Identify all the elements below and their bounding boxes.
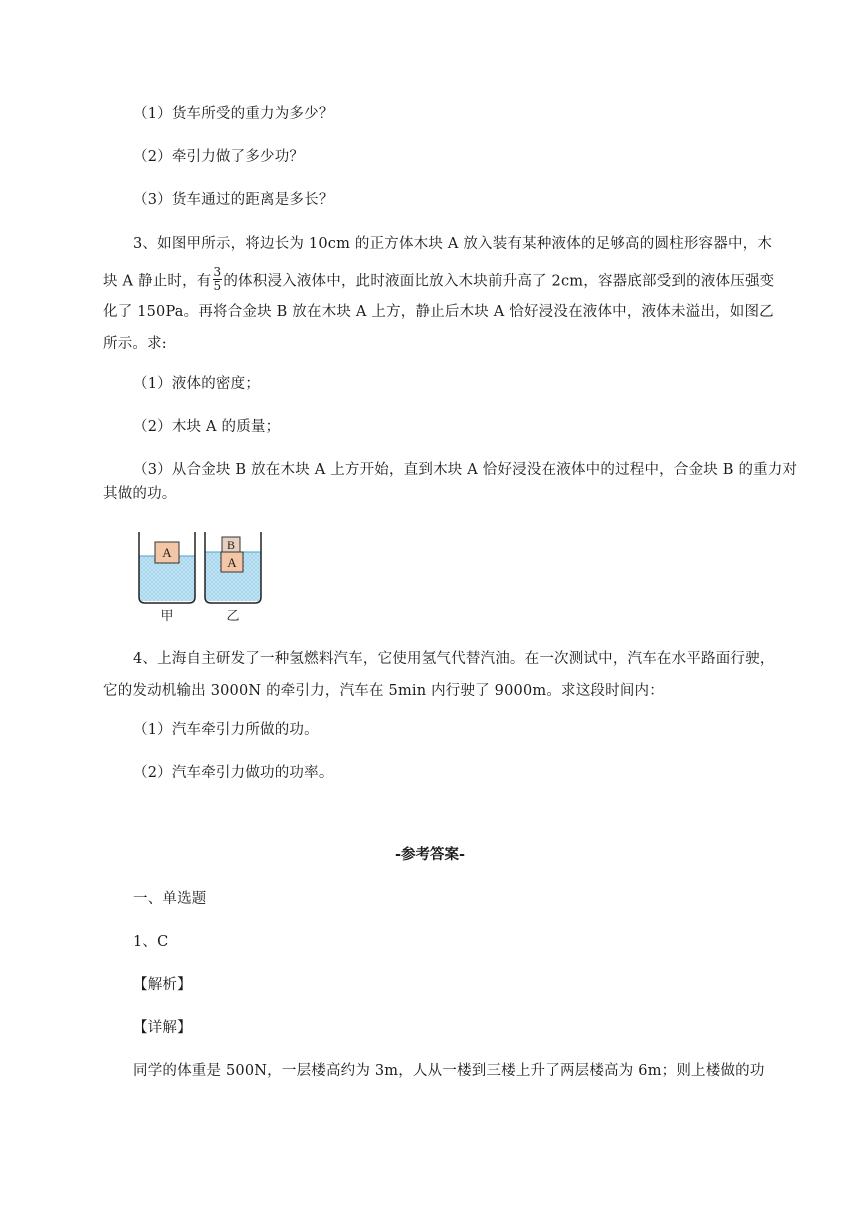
detail-heading: 【详解】 xyxy=(133,1020,192,1036)
container-jia xyxy=(139,532,195,603)
question-3-line-1: 3、如图甲所示，将边长为 10cm 的正方体木块 A 放入装有某种液体的足够高的圆柱形容器中，木 xyxy=(133,236,773,252)
question-3-line-2-end: 的体积浸入液体中，此时液面比放入木块前升高了 2cm，容器底部受到的液体压强变 xyxy=(223,273,775,290)
question-3-line-2 xyxy=(103,265,775,295)
question-3-part-3-line-2: 其做的功。 xyxy=(103,486,177,502)
question-2-part-1: （1）货车所受的重力为多少？ xyxy=(133,106,334,122)
question-3-line-4: 所示。求: xyxy=(103,336,167,352)
label-yi: 乙 xyxy=(226,609,240,624)
question-3-part-2: （2）木块 A 的质量； xyxy=(133,419,281,435)
question-3-part-1: （1）液体的密度； xyxy=(133,376,261,392)
fraction-denominator: 5 xyxy=(213,279,222,293)
question-4-part-2: （2）汽车牵引力做功的功率。 xyxy=(133,765,334,781)
fraction-numerator: 3 xyxy=(213,265,222,279)
block-a-jia-label: A xyxy=(162,545,172,560)
answers-title: -参考答案- xyxy=(394,846,466,863)
question-4-line-2: 它的发动机输出 3000N 的牵引力，汽车在 5min 内行驶了 9000m。求这段时间内： xyxy=(103,683,664,699)
containers-diagram xyxy=(133,527,273,627)
block-a-yi-label: A xyxy=(227,555,237,570)
label-jia: 甲 xyxy=(160,609,174,624)
block-b-yi-label: B xyxy=(226,538,236,552)
question-2-part-3: （3）货车通过的距离是多长？ xyxy=(133,192,334,208)
question-4-line-1: 4、上海自主研发了一种氢燃料汽车，它使用氢气代替汽油。在一次测试中，汽车在水平路面行驶， xyxy=(133,651,775,667)
question-3-part-3-line-1: （3）从合金块 B 放在木块 A 上方开始，直到木块 A 恰好浸没在液体中的过程中，合金块 B 的重力对 xyxy=(133,462,798,478)
question-2-part-2: （2）牵引力做了多少功？ xyxy=(133,149,305,165)
answer-item-1: 1、C xyxy=(133,934,169,950)
containers-figure xyxy=(133,527,273,627)
question-4-part-1: （1）汽车牵引力所做的功。 xyxy=(133,722,319,738)
answer-body-line-1: 同学的体重是 500N，一层楼高约为 3m，人从一楼到三楼上升了两层楼高为 6m；则上楼做的功 xyxy=(133,1063,765,1079)
fraction-three-fifths xyxy=(213,266,223,293)
question-3-line-3: 化了 150Pa。再将合金块 B 放在木块 A 上方，静止后木块 A 恰好浸没在液体中，液体未溢出，如图乙 xyxy=(103,304,774,320)
container-yi xyxy=(205,532,261,603)
question-3-line-2-start: 块 A 静止时，有 xyxy=(103,273,212,290)
analysis-heading: 【解析】 xyxy=(133,977,192,993)
answers-section-heading: 一、单选题 xyxy=(133,891,207,907)
